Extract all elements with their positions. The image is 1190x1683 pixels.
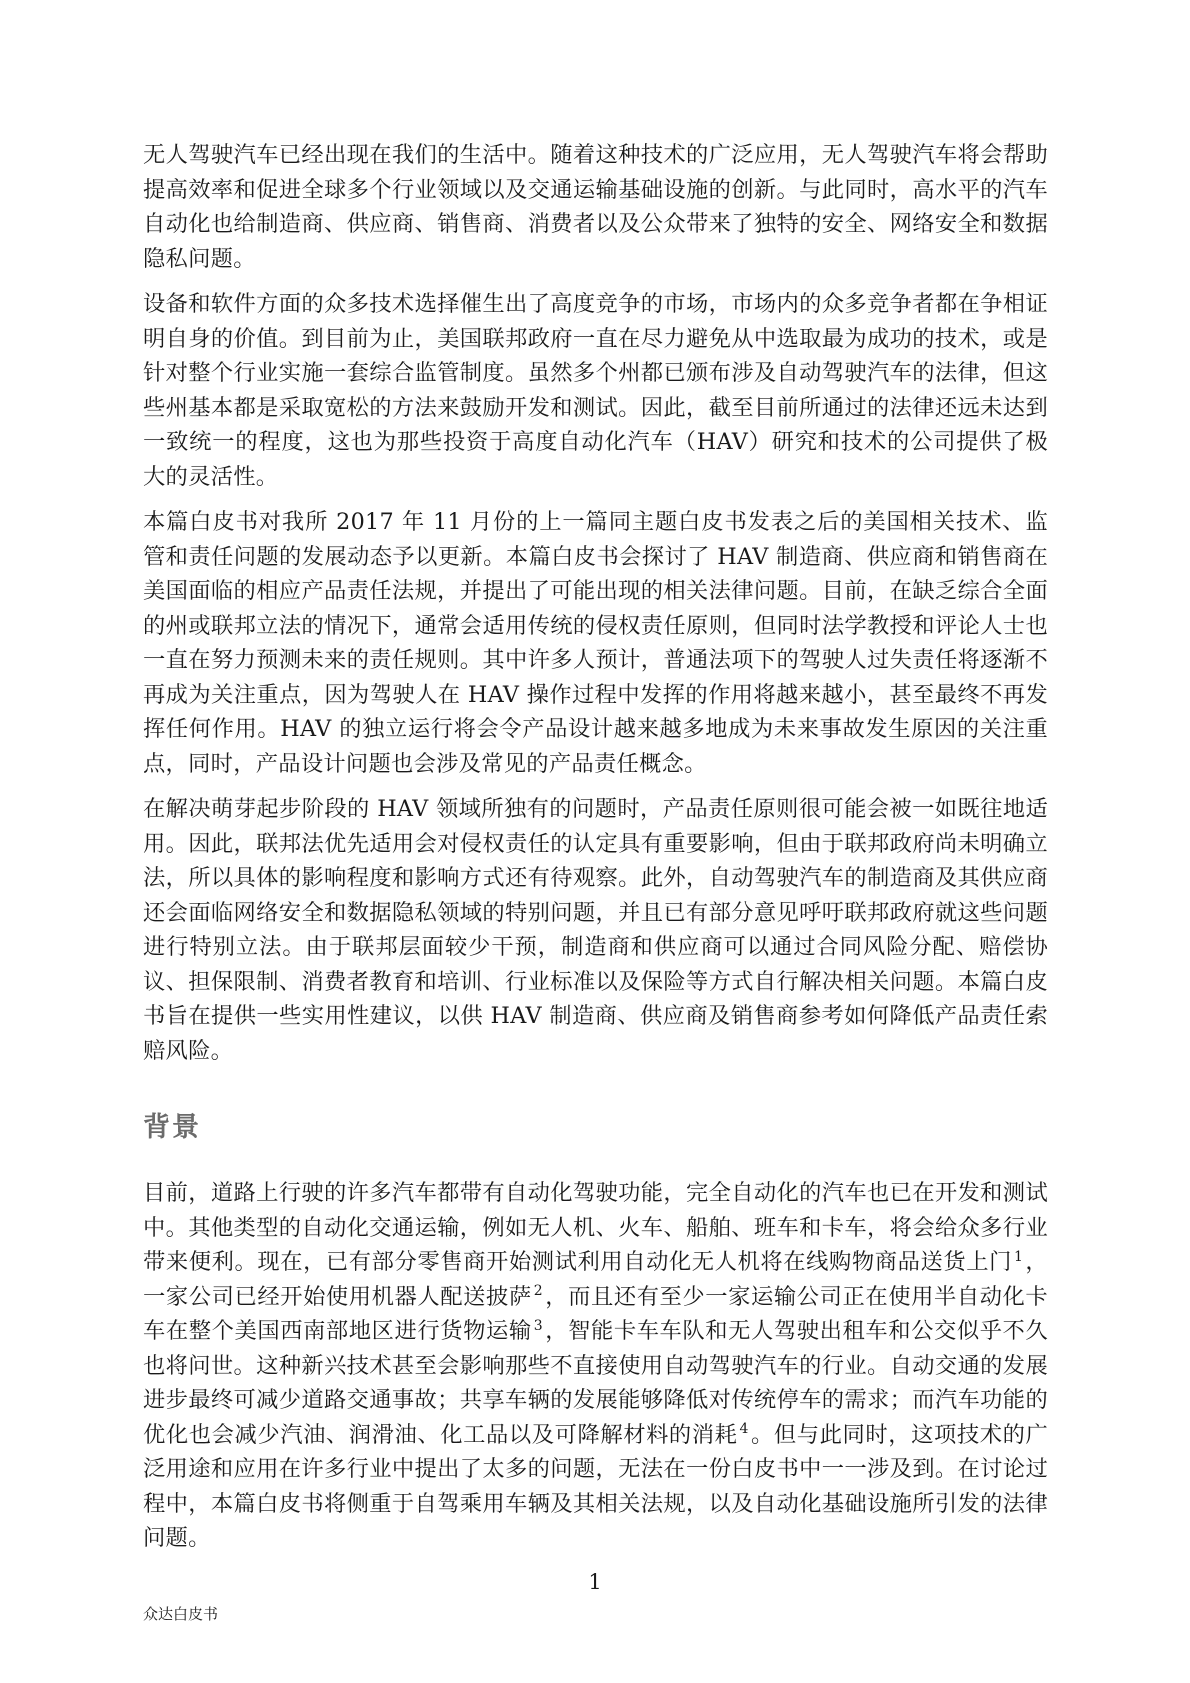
background-text-segment: ，而且还有至少一家运输公司正在使用半自动化卡车在整个美国西南部地区进行货物运输 [143, 1283, 1048, 1344]
page-number: 1 [588, 1570, 602, 1594]
footnote-ref-2[interactable]: 2 [533, 1283, 543, 1300]
background-text-segment: 。但与此同时，这项技术的广泛用途和应用在许多行业中提出了太多的问题，无法在一份白皮书中一一涉及到。在讨论过程中，本篇白皮书将侧重于自驾乘用车辆及其相关法规，以及自动化基础设施所引发的法律问题。 [143, 1421, 1048, 1551]
intro-paragraph-1: 无人驾驶汽车已经出现在我们的生活中。随着这种技术的广泛应用，无人驾驶汽车将会帮助提高效率和促进全球多个行业领域以及交通运输基础设施的创新。与此同时，高水平的汽车自动化也给制造商、供应商、销售商、消费者以及公众带来了独特的安全、网络安全和数据隐私问题。 [143, 142, 1048, 272]
intro-paragraph-4: 在解决萌芽起步阶段的 HAV 领域所独有的问题时，产品责任原则很可能会被一如既往地适用。因此，联邦法优先适用会对侵权责任的认定具有重要影响，但由于联邦政府尚未明确立法，所以具体的影响程度和影响方式还有待观察。此外，自动驾驶汽车的制造商及其供应商还会面临网络安全和数据隐私领域的特别问题，并且已有部分意见呼吁联邦政府就这些问题进行特别立法。由于联邦层面较少干预，制造商和供应商可以通过合同风险分配、赔偿协议、担保限制、消费者教育和培训、行业标准以及保险等方式自行解决相关问题。本篇白皮书旨在提供一些实用性建议，以供 HAV 制造商、供应商及销售商参考如何降低产品责任索赔风险。 [143, 796, 1048, 1064]
background-text-segment: ，一家公司已经开始使用机器人配送披萨 [143, 1249, 1048, 1310]
background-paragraph [143, 1176, 1048, 1556]
intro-paragraph-3: 本篇白皮书对我所 2017 年 11 月份的上一篇同主题白皮书发表之后的美国相关技术、监管和责任问题的发展动态予以更新。本篇白皮书会探讨了 HAV 制造商、供应商和销售商在美国面临的相应产品责任法规，并提出了可能出现的相关法律问题。目前，在缺乏综合全面的州或联邦立法的情况下，通常会适用传统的侵权责任原则，但同时法学教授和评论人士也一直在努力预测未来的责任规则。其中许多人预计，普通法项下的驾驶人过失责任将逐渐不再成为关注重点，因为驾驶人在 HAV 操作过程中发挥的作用将越来越小，甚至最终不再发挥任何作用。HAV 的独立运行将会令产品设计越来越多地成为未来事故发生原因的关注重点，同时，产品设计问题也会涉及常见的产品责任概念。 [143, 509, 1048, 777]
footnote-ref-4[interactable]: 4 [739, 1421, 749, 1438]
section-heading-background: 背景 [143, 1112, 201, 1143]
document-body [143, 138, 1048, 1567]
background-text-segment: 目前，道路上行驶的许多汽车都带有自动化驾驶功能，完全自动化的汽车也已在开发和测试中。其他类型的自动化交通运输，例如无人机、火车、船舶、班车和卡车，将会给众多行业带来便利。现在，已有部分零售商开始测试利用自动化无人机将在线购物商品送货上门 [143, 1180, 1048, 1275]
footnote-ref-1[interactable]: 1 [1013, 1248, 1024, 1265]
background-text-segment: ，智能卡车车队和无人驾驶出租车和公交似乎不久也将问世。这种新兴技术甚至会影响那些不直接使用自动驾驶汽车的行业。自动交通的发展进步最终可减少道路交通事故；共享车辆的发展能够降低对传统停车的需求；而汽车功能的优化也会减少汽油、润滑油、化工品以及可降解材料的消耗 [143, 1318, 1048, 1448]
intro-paragraph-2: 设备和软件方面的众多技术选择催生出了高度竞争的市场，市场内的众多竞争者都在争相证明自身的价值。到目前为止，美国联邦政府一直在尽力避免从中选取最为成功的技术，或是针对整个行业实施一套综合监管制度。虽然多个州都已颁布涉及自动驾驶汽车的法律，但这些州基本都是采取宽松的方法来鼓励开发和测试。因此，截至目前所通过的法律还远未达到一致统一的程度，这也为那些投资于高度自动化汽车（HAV）研究和技术的公司提供了极大的灵活性。 [143, 291, 1048, 490]
footer-brand: 众达白皮书 [143, 1605, 219, 1623]
footnote-ref-3[interactable]: 3 [533, 1317, 543, 1334]
